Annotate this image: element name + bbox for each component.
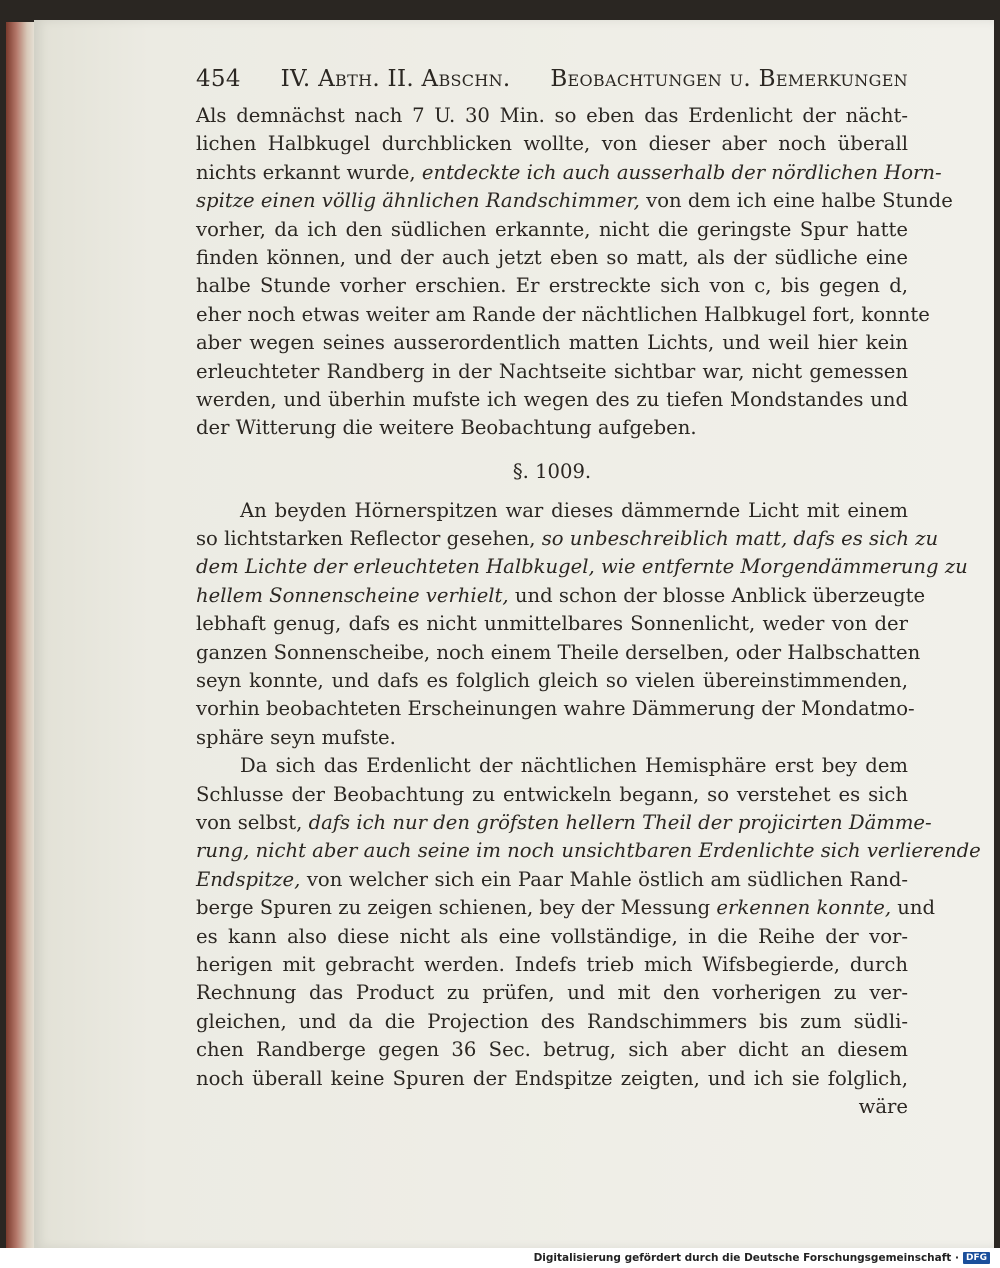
text-span: eher noch etwas weiter am Rande der nächtlichen Halbkugel fort, konnte xyxy=(196,302,930,326)
italic-span: erkennen konnte, xyxy=(716,896,892,920)
book-page-edges xyxy=(6,22,36,1248)
division-label: IV. Abth. II. Abschn. xyxy=(280,66,511,92)
text-span: der Witterung die weitere Beobachtung aufgeben. xyxy=(196,416,697,440)
italic-span: Endspitze, xyxy=(196,867,301,891)
text-span: aber wegen seines ausserordentlich matten Lichts, und weil hier kein xyxy=(196,331,908,355)
italic-span: so unbeschreiblich matt, dafs es sich zu xyxy=(541,527,939,551)
dfg-logo-icon: DFG xyxy=(963,1252,990,1264)
text-line xyxy=(196,497,908,525)
text-span: Rechnung das Product zu prüfen, und mit den vorherigen zu ver- xyxy=(196,981,908,1005)
digitization-footer xyxy=(0,1248,1000,1268)
text-span: Als demnächst nach 7 U. 30 Min. so eben das Erdenlicht der nächt- xyxy=(196,104,908,127)
text-span: es kann also diese nicht als eine vollständige, in die Reihe der vor- xyxy=(196,924,908,948)
text-span: von selbst, xyxy=(196,810,309,834)
catchword: wäre xyxy=(858,1094,908,1118)
text-line xyxy=(196,923,908,951)
text-line xyxy=(196,894,936,922)
page-number: 454 xyxy=(196,66,241,92)
text-span: lichen Halbkugel durchblicken wollte, von dieser aber noch überall xyxy=(196,132,908,156)
text-span: sphäre seyn mufste. xyxy=(196,725,396,749)
text-span: lebhaft genug, dafs es nicht unmittelbares Sonnenlicht, weder von der xyxy=(196,612,908,636)
text-line xyxy=(196,724,908,752)
text-span: finden können, und der auch jetzt eben so matt, als der südliche eine xyxy=(196,245,908,269)
text-span: gleichen, und da die Projection des Randschimmers bis zum südli- xyxy=(196,1009,908,1033)
text-line xyxy=(196,1008,908,1036)
italic-span: entdeckte ich auch ausserhalb der nördlichen Horn- xyxy=(421,160,942,184)
text-span: erleuchteter Randberg in der Nachtseite sichtbar war, nicht gemessen xyxy=(196,359,908,383)
text-span: von dem ich eine halbe Stunde xyxy=(639,189,953,213)
text-line xyxy=(196,1065,908,1093)
text-span: und schon der blosse Anblick überzeugte xyxy=(508,583,926,607)
text-line xyxy=(196,159,942,187)
text-span: berge Spuren zu zeigen schienen, bey der Messung xyxy=(196,896,717,920)
text-span: und xyxy=(891,896,936,920)
text-span: An beyden Hörnerspitzen war dieses dämmernde Licht mit einem xyxy=(240,498,908,522)
text-line xyxy=(196,809,932,837)
text-line xyxy=(196,752,908,780)
text-line xyxy=(196,639,921,667)
text-line xyxy=(196,610,908,638)
text-line xyxy=(196,951,908,979)
text-line xyxy=(196,781,908,809)
paragraph-1 xyxy=(196,102,953,443)
text-span: herigen mit gebracht werden. Indefs trieb mich Wifsbegierde, durch xyxy=(196,952,908,976)
text-span: von welcher sich ein Paar Mahle östlich am südlichen Rand- xyxy=(300,867,908,891)
text-line xyxy=(196,187,953,215)
italic-span: dafs ich nur den gröfsten hellern Theil der projicirten Dämme- xyxy=(308,810,932,834)
paragraph-3 xyxy=(196,752,981,1093)
text-span: Da sich das Erdenlicht der nächtlichen Hemisphäre erst bey dem xyxy=(240,754,908,778)
text-line xyxy=(196,582,926,610)
text-line xyxy=(196,358,908,386)
text-line xyxy=(196,244,908,272)
italic-span: dem Lichte der erleuchteten Halbkugel, wie entfernte Morgendämmerung zu xyxy=(196,555,968,579)
text-span: nichts erkannt wurde, xyxy=(196,160,422,184)
text-line xyxy=(196,866,908,894)
text-line xyxy=(196,553,968,581)
text-line xyxy=(196,414,908,442)
italic-span: rung, nicht aber auch seine im noch unsichtbaren Erdenlichte sich verlierende xyxy=(196,839,981,863)
text-line xyxy=(196,272,908,300)
text-span: werden, und überhin mufste ich wegen des zu tiefen Mondstandes und xyxy=(196,387,908,411)
text-line xyxy=(196,216,908,244)
text-line xyxy=(196,329,908,357)
italic-span: hellem Sonnenscheine verhielt, xyxy=(196,583,509,607)
text-span: halbe Stunde vorher erschien. Er erstreckte sich von c, bis gegen d, xyxy=(196,274,908,298)
paragraph-2 xyxy=(196,497,968,753)
text-span: ganzen Sonnenscheibe, noch einem Theile derselben, oder Halbschatten xyxy=(196,640,921,664)
text-line xyxy=(196,301,930,329)
text-line xyxy=(196,667,908,695)
text-span: noch überall keine Spuren der Endspitze zeigten, und ich sie folglich, xyxy=(196,1066,908,1090)
text-line xyxy=(196,837,981,865)
text-span: seyn konnte, und dafs es folglich gleich so vielen übereinstimmenden, xyxy=(196,669,908,693)
text-line xyxy=(196,525,939,553)
text-span: chen Randberge gegen 36 Sec. betrug, sich aber dicht an diesem xyxy=(196,1038,908,1062)
text-span: so lichtstarken Reflector gesehen, xyxy=(196,527,542,551)
section-heading: §. 1009. xyxy=(512,459,592,483)
text-span: vorher, da ich den südlichen erkannte, nicht die geringste Spur hatte xyxy=(196,217,908,241)
footer-credit: Digitalisierung gefördert durch die Deutsche Forschungsgemeinschaft · xyxy=(533,1252,959,1264)
text-line xyxy=(196,102,908,130)
text-line xyxy=(196,979,908,1007)
page-text xyxy=(196,66,981,1121)
section-title: Beobachtungen u. Bemerkungen xyxy=(550,66,908,92)
text-line xyxy=(196,695,915,723)
text-span: Schlusse der Beobachtung zu entwickeln begann, so verstehet es sich xyxy=(196,782,908,806)
text-line xyxy=(196,1036,908,1064)
text-span: vorhin beobachteten Erscheinungen wahre Dämmerung der Mondatmo- xyxy=(196,697,915,721)
italic-span: spitze einen völlig ähnlichen Randschimmer, xyxy=(196,189,640,213)
text-line xyxy=(196,386,908,414)
running-head xyxy=(196,66,908,102)
text-line xyxy=(196,130,908,158)
